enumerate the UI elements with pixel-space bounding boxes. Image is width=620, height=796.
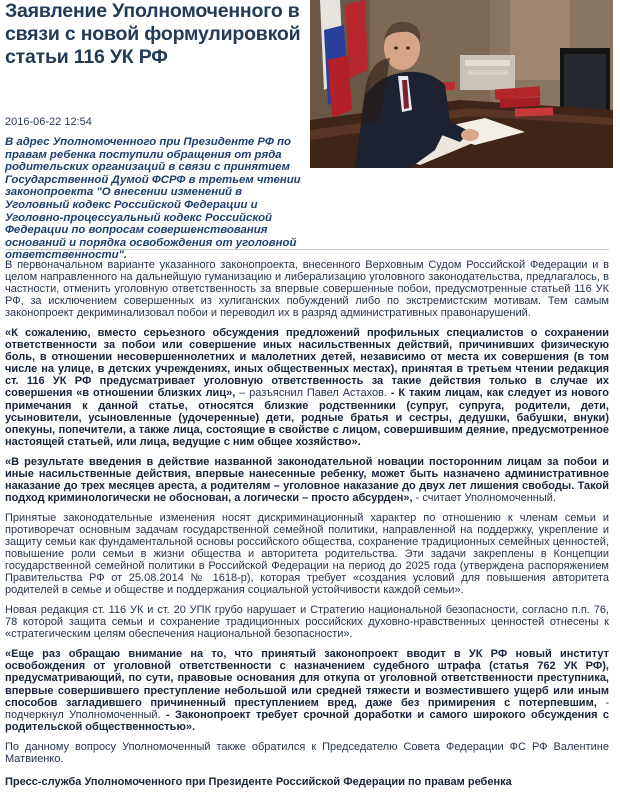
quote-1-attribution: – разъяснил Павел Астахов. bbox=[235, 387, 391, 400]
official-at-desk-photo bbox=[310, 0, 613, 168]
quote-3-part-2: - Законопроект требует срочной доработки и самого широкого обсуждения с родительской общественностью». bbox=[5, 708, 609, 733]
divider bbox=[5, 249, 609, 250]
photo-illustration bbox=[310, 0, 613, 168]
paragraph-4: По данному вопросу Уполномоченный также обратился к Председателю Совета Федерации ФС РФ Валентине Матвиенко. bbox=[5, 740, 609, 765]
article-title: Заявление Уполномоченного в связи с новой формулировкой статьи 116 УК РФ bbox=[5, 0, 301, 68]
quote-3-attribution: - подчеркнул Уполномоченный. bbox=[5, 696, 609, 721]
quote-1 bbox=[5, 327, 609, 447]
article-body bbox=[5, 259, 609, 796]
quote-3 bbox=[5, 648, 609, 732]
publish-date: 2016-06-22 12:54 bbox=[5, 116, 92, 128]
quote-2-attribution: - считает Уполномоченный. bbox=[412, 491, 556, 504]
paragraph-2: Принятые законодательные изменения носят дискриминационный характер по отношению к членам семьи и противоречат основным задачам государственной семейной политики, направленной на поддержку, укрепление и защиту семьи как фундаментальной основы российского общества, сохранение традиционных семейных ценностей, повышение роли семьи в жизни общества и авторитета родительства. Эти задачи закреплены в Концепции государственной семейной политики в Российской Федерации на период до 2025 года (утверждена распоряжением Правительства РФ от 25.08.2014 № 1618-р), которая требует «создания условий для повышения авторитета родителей в семье и обществе и поддержания социальной устойчивости каждой семьи». bbox=[5, 511, 609, 597]
article-lead: В адрес Уполномоченного при Президенте РФ по правам ребенка поступили обращения от ряда родительских организаций в связи с принятием Государственной Думой ФСРФ в третьем чтении законопроекта "О внесении изменений в Уголовный кодекс Российской Федерации и Уголовно-процессуальный кодекс Российской Федерации по вопросам совершенствования оснований и порядка освобождения от уголовной ответственности". bbox=[5, 136, 301, 262]
quote-1-part-1: «К сожалению, вместо серьезного обсуждения предложений профильных специалистов о сохранении ответственности за побои или совершение иных насильственных действий, причинивших физическую боль, в отношении несовершеннолетних и малолетних детей, независимо от места их совершения (в том числе на улице, в детских учреждениях, иных общественных местах), принятая в третьем чтении редакция ст. 116 УК РФ предусматривает уголовную ответственность за такие действия только в случае их совершения «в отношении близких лиц», bbox=[5, 327, 609, 400]
quote-2 bbox=[5, 456, 609, 504]
quote-1-part-2: - К таким лицам, как следует из нового примечания к данной статье, относятся близкие родственники (супруг, супруга, родители, дети, усыновители, усыновленные (удочеренные) дети, родные братья и сестры, дедушки, бабушки, внуки) опекуны, попечители, а также лица, состоящие в свойстве с лицом, совершившим деяние, предусмотренное настоящей статьей, или лица, ведущие с ним общее хозяйство». bbox=[5, 387, 609, 448]
press-service-signature: Пресс-служба Уполномоченного при Президенте Российской Федерации по правам ребенка bbox=[5, 775, 512, 788]
paragraph-1: В первоначальном варианте указанного законопроекта, внесенного Верховным Судом Российской Федерации и в целом направленного на дальнейшую гуманизацию и либерализацию уголовного законодательства, предлагалось, в частности, отменить уголовную ответственность за впервые совершенные побои, предусмотренные статьей 116 УК РФ, за исключением совершенных из хулиганских побуждений либо по экстремистским мотивам. Тем самым законопроект декриминализовал побои и переводил их в разряд административных правонарушений. bbox=[5, 259, 609, 320]
paragraph-3: Новая редакция ст. 116 УК и ст. 20 УПК грубо нарушает и Стратегию национальной безопасности, согласно п.п. 76, 78 которой защита семьи и сохранение традиционных российских духовно-нравственных ценностей отнесены к «стратегическим целям обеспечения национальной безопасности». bbox=[5, 604, 609, 641]
quote-3-part-1: «Еще раз обращаю внимание на то, что принятый законопроект вводит в УК РФ новый институт освобождения от уголовной ответственности с назначением судебного штрафа (статья 762 УК РФ), предусматривающий, по сути, правовые основания для откупа от уголовной ответственности преступника, впервые совершившего преступление небольшой или средней тяжести и возместившего ущерб или иным способов загладившего причиненный преступлением вред, даже без примирения с потерпевшим, bbox=[5, 648, 609, 709]
quote-2-text: «В результате введения в действие названной законодательной новации посторонним лицам за побои и иные насильственные действия, впервые нанесенные ребенку, может быть назначено административное наказание до трех месяцев ареста, а родителям – уголовное наказание до двух лет лишения свободы. Такой подход криминологически не обоснован, а логически – просто абсурден», bbox=[5, 455, 609, 504]
